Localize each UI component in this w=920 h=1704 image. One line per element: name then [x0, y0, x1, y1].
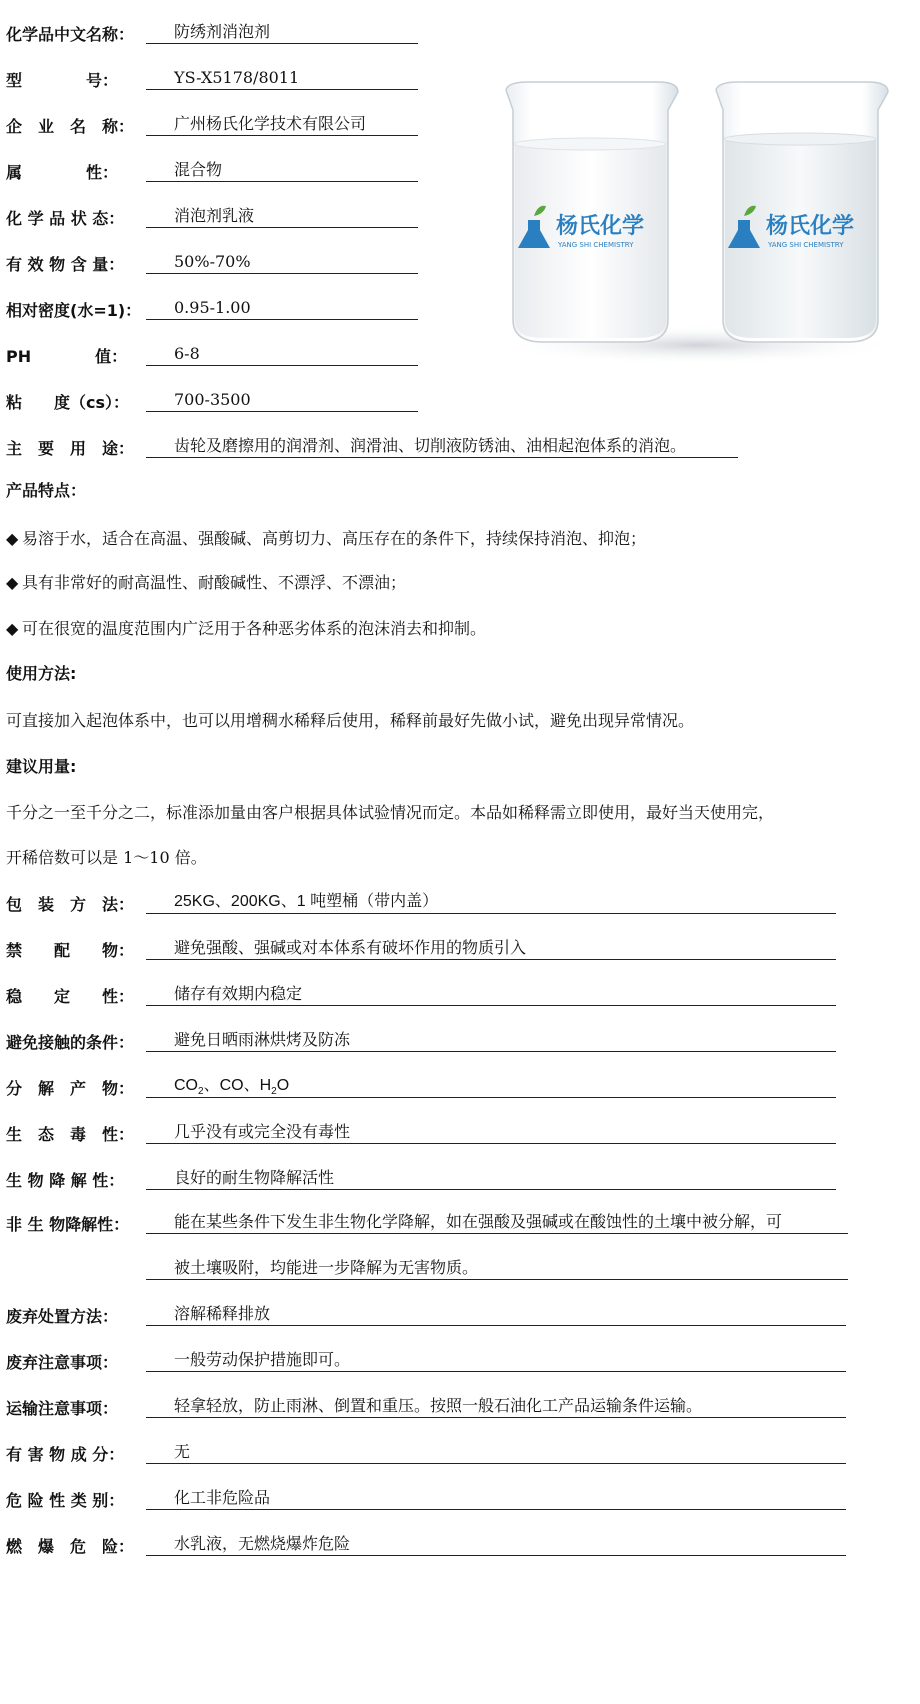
field-label: 禁 配 物：: [6, 941, 135, 960]
field-value: 700-3500: [146, 388, 418, 412]
field-value: 齿轮及磨擦用的润滑剂、润滑油、切削液防锈油、油相起泡体系的消泡。: [146, 434, 738, 458]
field-row: [6, 1120, 906, 1150]
field-label: 非 生 物降解性：: [6, 1215, 130, 1234]
field-row: [6, 1486, 906, 1516]
field-label: 运输注意事项：: [6, 1399, 119, 1418]
field-label: 废弃处置方法：: [6, 1307, 119, 1326]
field-label: 型 号：: [6, 71, 119, 90]
brand-name-en-2: YANG SHI CHEMISTRY: [768, 241, 844, 249]
dosage-text-1: 千分之一至千分之二，标准添加量由客户根据具体试验情况而定。本品如稀释需立即使用，最好当天使用完，: [6, 803, 775, 822]
field-label: 化 学 品 状 态：: [6, 209, 125, 228]
field-row: [6, 1440, 906, 1470]
field-value: 混合物: [146, 158, 418, 182]
field-row: [6, 1028, 906, 1058]
brand-name-cn: 杨氏化学: [556, 214, 645, 239]
field-value: 良好的耐生物降解活性: [146, 1166, 836, 1190]
brand-name-cn-2: 杨氏化学: [766, 214, 855, 239]
features-heading: 产品特点：: [6, 481, 87, 500]
field-value: $CO_2$、CO、$H_2O$: [146, 1074, 836, 1098]
field-row: [6, 1348, 906, 1378]
field-label: 稳 定 性：: [6, 987, 135, 1006]
field-value: 一般劳动保护措施即可。: [146, 1348, 846, 1372]
feature-item: ◆ 具有非常好的耐高温性、耐酸碱性、不漂浮、不漂油；: [6, 573, 407, 592]
field-value: 消泡剂乳液: [146, 204, 418, 228]
field-value: 6-8: [146, 342, 418, 366]
field-value: 储存有效期内稳定: [146, 982, 836, 1006]
field-nonbio-degradation-cont: [6, 1256, 906, 1286]
field-row: [6, 20, 906, 50]
dosage-text-2: 开稀倍数可以是 1～10 倍。: [6, 848, 207, 867]
field-row: [6, 890, 906, 920]
field-label: 有 效 物 含 量：: [6, 255, 125, 274]
field-label: 生 物 降 解 性：: [6, 1171, 125, 1190]
beaker-left: [506, 82, 678, 342]
field-label: 主 要 用 途：: [6, 439, 135, 458]
field-label: 企 业 名 称：: [6, 117, 135, 136]
field-value: 被土壤吸附，均能进一步降解为无害物质。: [146, 1256, 848, 1280]
field-value: 25KG、200KG、1 吨塑桶（带内盖）: [146, 890, 836, 914]
field-row: [6, 1394, 906, 1424]
field-row: [6, 434, 906, 464]
bullet-icon: ◆: [6, 619, 19, 638]
field-label: 燃 爆 危 险：: [6, 1537, 135, 1556]
field-value: 广州杨氏化学技术有限公司: [146, 112, 418, 136]
field-value: 几乎没有或完全没有毒性: [146, 1120, 836, 1144]
field-value: 避免日晒雨淋烘烤及防冻: [146, 1028, 836, 1052]
field-row: [6, 1074, 906, 1104]
field-row: [6, 388, 906, 418]
field-value: 50%-70%: [146, 250, 418, 274]
field-row: [6, 936, 906, 966]
field-value: 无: [146, 1440, 846, 1464]
feature-item: ◆ 易溶于水，适合在高温、强酸碱、高剪切力、高压存在的条件下，持续保持消泡、抑泡；: [6, 529, 647, 548]
field-value: 0.95-1.00: [146, 296, 418, 320]
field-label: 化学品中文名称：: [6, 25, 135, 44]
field-label: 粘 度（cs）：: [6, 393, 130, 412]
field-label: PH 值：: [6, 347, 128, 366]
field-label: 相对密度(水=1)：: [6, 301, 142, 320]
field-row: [6, 1166, 906, 1196]
beaker-right: [716, 82, 888, 342]
field-value: 水乳液，无燃烧爆炸危险: [146, 1532, 846, 1556]
field-value: 轻拿轻放，防止雨淋、倒置和重压。按照一般石油化工产品运输条件运输。: [146, 1394, 846, 1418]
field-label: 生 态 毒 性：: [6, 1125, 135, 1144]
field-value: YS-X5178/8011: [146, 66, 418, 90]
field-label: 有 害 物 成 分：: [6, 1445, 125, 1464]
field-row: [6, 982, 906, 1012]
field-label: 分 解 产 物：: [6, 1079, 135, 1098]
field-value: 化工非危险品: [146, 1486, 846, 1510]
field-label: 避免接触的条件：: [6, 1033, 135, 1052]
field-row: [6, 1302, 906, 1332]
product-photo: [488, 70, 908, 370]
feature-item: ◆ 可在很宽的温度范围内广泛用于各种恶劣体系的泡沫消去和抑制。: [6, 619, 487, 638]
bullet-icon: ◆: [6, 573, 19, 592]
field-value: 溶解稀释排放: [146, 1302, 846, 1326]
field-value: 能在某些条件下发生非生物化学降解，如在强酸及强碱或在酸蚀性的土壤中被分解，可: [146, 1210, 848, 1234]
field-value: 防绣剂消泡剂: [146, 20, 418, 44]
field-label: 属 性：: [6, 163, 119, 182]
field-nonbio-degradation: [6, 1210, 906, 1240]
field-value: 避免强酸、强碱或对本体系有破坏作用的物质引入: [146, 936, 836, 960]
bullet-icon: ◆: [6, 529, 19, 548]
field-label: 危 险 性 类 别：: [6, 1491, 125, 1510]
dosage-heading: 建议用量:: [6, 757, 77, 776]
usage-heading: 使用方法:: [6, 664, 77, 683]
field-label: 废弃注意事项：: [6, 1353, 119, 1372]
field-row: [6, 1532, 906, 1562]
field-label: 包 装 方 法：: [6, 895, 135, 914]
usage-text: 可直接加入起泡体系中，也可以用增稠水稀释后使用，稀释前最好先做小试，避免出现异常情况。: [6, 711, 695, 730]
brand-name-en: YANG SHI CHEMISTRY: [558, 241, 634, 249]
